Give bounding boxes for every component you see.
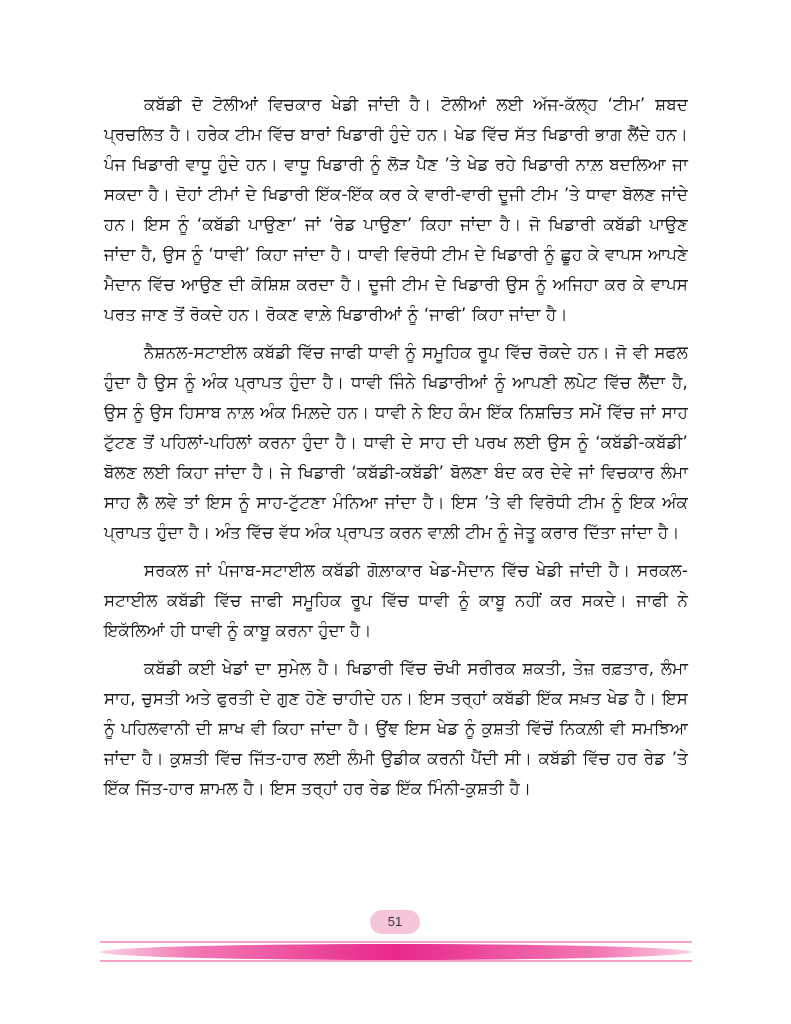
footer-bar-thin-top <box>100 941 692 943</box>
footer-decorative-bar <box>100 938 692 964</box>
footer-bar-thin-bottom <box>100 960 692 962</box>
paragraph-circle-style: ਸਰਕਲ ਜਾਂ ਪੰਜਾਬ-ਸਟਾਈਲ ਕਬੱਡੀ ਗੋਲ਼ਾਕਾਰ ਖੇਡ-ਮੈਦਾਨ ਵਿੱਚ ਖੇਡੀ ਜਾਂਦੀ ਹੈ। ਸਰਕਲ-ਸਟਾਈਲ ਕਬੱਡੀ ਵਿੱਚ ਜਾਫੀ ਸਮੂਹਿਕ ਰੂਪ ਵਿੱਚ ਧਾਵੀ ਨੂੰ ਕਾਬੂ ਨਹੀਂ ਕਰ ਸਕਦੇ। ਜਾਫੀ ਨੇ ਇਕੱਲਿਆਂ ਹੀ ਧਾਵੀ ਨੂੰ ਕਾਬੂ ਕਰਨਾ ਹੁੰਦਾ ਹੈ। <box>104 561 688 640</box>
footer-bar-swoosh <box>100 944 692 960</box>
paragraph-intro: ਕਬੱਡੀ ਦੋ ਟੋਲੀਆਂ ਵਿਚਕਾਰ ਖੇਡੀ ਜਾਂਦੀ ਹੈ। ਟੋਲੀਆਂ ਲਈ ਅੱਜ-ਕੱਲ੍ਹ ‘ਟੀਮ’ ਸ਼ਬਦ ਪ੍ਰਚਲਿਤ ਹੈ। ਹਰੇਕ ਟੀਮ ਵਿੱਚ ਬਾਰਾਂ ਖਿਡਾਰੀ ਹੁੰਦੇ ਹਨ। ਖੇਡ ਵਿੱਚ ਸੱਤ ਖਿਡਾਰੀ ਭਾਗ ਲੈਂਦੇ ਹਨ। ਪੰਜ ਖਿਡਾਰੀ ਵਾਧੂ ਹੁੰਦੇ ਹਨ। ਵਾਧੂ ਖਿਡਾਰੀ ਨੂੰ ਲੋੜ ਪੈਣ ’ਤੇ ਖੇਡ ਰਹੇ ਖਿਡਾਰੀ ਨਾਲ਼ ਬਦਲਿਆ ਜਾ ਸਕਦਾ ਹੈ। ਦੋਹਾਂ ਟੀਮਾਂ ਦੇ ਖਿਡਾਰੀ ਇੱਕ-ਇੱਕ ਕਰ ਕੇ ਵਾਰੀ-ਵਾਰੀ ਦੂਜੀ ਟੀਮ ’ਤੇ ਧਾਵਾ ਬੋਲਣ ਜਾਂਦੇ ਹਨ। ਇਸ ਨੂੰ ‘ਕਬੱਡੀ ਪਾਉਣਾ’ ਜਾਂ ‘ਰੇਡ ਪਾਉਣਾ’ ਕਿਹਾ ਜਾਂਦਾ ਹੈ। ਜੋ ਖਿਡਾਰੀ ਕਬੱਡੀ ਪਾਉਣ ਜਾਂਦਾ ਹੈ, ਉਸ ਨੂੰ ‘ਧਾਵੀ’ ਕਿਹਾ ਜਾਂਦਾ ਹੈ। ਧਾਵੀ ਵਿਰੋਧੀ ਟੀਮ ਦੇ ਖਿਡਾਰੀ ਨੂੰ ਛੂਹ ਕੇ ਵਾਪਸ ਆਪਣੇ ਮੈਦਾਨ ਵਿੱਚ ਆਉਣ ਦੀ ਕੋਸ਼ਿਸ਼ ਕਰਦਾ ਹੈ। ਦੂਜੀ ਟੀਮ ਦੇ ਖਿਡਾਰੀ ਉਸ ਨੂੰ ਅਜਿਹਾ ਕਰ ਕੇ ਵਾਪਸ ਪਰਤ ਜਾਣ ਤੋਂ ਰੋਕਦੇ ਹਨ। ਰੋਕਣ ਵਾਲ਼ੇ ਖਿਡਾਰੀਆਂ ਨੂੰ ‘ਜਾਫੀ’ ਕਿਹਾ ਜਾਂਦਾ ਹੈ। <box>104 95 688 324</box>
page-number: 51 <box>370 910 420 934</box>
paragraph-qualities: ਕਬੱਡੀ ਕਈ ਖੇਡਾਂ ਦਾ ਸੁਮੇਲ ਹੈ। ਖਿਡਾਰੀ ਵਿੱਚ ਚੋਖੀ ਸਰੀਰਕ ਸ਼ਕਤੀ, ਤੇਜ਼ ਰਫ਼ਤਾਰ, ਲੰਮਾ ਸਾਹ, ਚੁਸਤੀ ਅਤੇ ਫੁਰਤੀ ਦੇ ਗੁਣ ਹੋਣੇ ਚਾਹੀਦੇ ਹਨ। ਇਸ ਤਰ੍ਹਾਂ ਕਬੱਡੀ ਇੱਕ ਸਖ਼ਤ ਖੇਡ ਹੈ। ਇਸ ਨੂੰ ਪਹਿਲਵਾਨੀ ਦੀ ਸ਼ਾਖ ਵੀ ਕਿਹਾ ਜਾਂਦਾ ਹੈ। ਉਂਞ ਇਸ ਖੇਡ ਨੂੰ ਕੁਸ਼ਤੀ ਵਿੱਚੋਂ ਨਿਕਲ਼ੀ ਵੀ ਸਮਝਿਆ ਜਾਂਦਾ ਹੈ। ਕੁਸ਼ਤੀ ਵਿੱਚ ਜਿੱਤ-ਹਾਰ ਲਈ ਲੰਮੀ ਉਡੀਕ ਕਰਨੀ ਪੈਂਦੀ ਸੀ। ਕਬੱਡੀ ਵਿੱਚ ਹਰ ਰੇਡ ’ਤੇ ਇੱਕ ਜਿੱਤ-ਹਾਰ ਸ਼ਾਮਲ ਹੈ। ਇਸ ਤਰ੍ਹਾਂ ਹਰ ਰੇਡ ਇੱਕ ਮਿੰਨੀ-ਕੁਸ਼ਤੀ ਹੈ। <box>104 659 688 798</box>
paragraph-national-style: ਨੈਸ਼ਨਲ-ਸਟਾਈਲ ਕਬੱਡੀ ਵਿੱਚ ਜਾਫੀ ਧਾਵੀ ਨੂੰ ਸਮੂਹਿਕ ਰੂਪ ਵਿੱਚ ਰੋਕਦੇ ਹਨ। ਜੋ ਵੀ ਸਫਲ ਹੁੰਦਾ ਹੈ ਉਸ ਨੂੰ ਅੰਕ ਪ੍ਰਾਪਤ ਹੁੰਦਾ ਹੈ। ਧਾਵੀ ਜਿੰਨੇ ਖਿਡਾਰੀਆਂ ਨੂੰ ਆਪਣੀ ਲਪੇਟ ਵਿੱਚ ਲੈਂਦਾ ਹੈ, ਉਸ ਨੂੰ ਉਸ ਹਿਸਾਬ ਨਾਲ਼ ਅੰਕ ਮਿਲ਼ਦੇ ਹਨ। ਧਾਵੀ ਨੇ ਇਹ ਕੰਮ ਇੱਕ ਨਿਸ਼ਚਿਤ ਸਮੇਂ ਵਿੱਚ ਜਾਂ ਸਾਹ ਟੁੱਟਣ ਤੋਂ ਪਹਿਲਾਂ-ਪਹਿਲਾਂ ਕਰਨਾ ਹੁੰਦਾ ਹੈ। ਧਾਵੀ ਦੇ ਸਾਹ ਦੀ ਪਰਖ ਲਈ ਉਸ ਨੂੰ ‘ਕਬੱਡੀ-ਕਬੱਡੀ’ ਬੋਲਣ ਲਈ ਕਿਹਾ ਜਾਂਦਾ ਹੈ। ਜੇ ਖਿਡਾਰੀ ‘ਕਬੱਡੀ-ਕਬੱਡੀ’ ਬੋਲਣਾ ਬੰਦ ਕਰ ਦੇਵੇ ਜਾਂ ਵਿਚਕਾਰ ਲੰਮਾ ਸਾਹ ਲੈ ਲਵੇ ਤਾਂ ਇਸ ਨੂੰ ਸਾਹ-ਟੁੱਟਣਾ ਮੰਨਿਆ ਜਾਂਦਾ ਹੈ। ਇਸ ’ਤੇ ਵੀ ਵਿਰੋਧੀ ਟੀਮ ਨੂੰ ਇਕ ਅੰਕ ਪ੍ਰਾਪਤ ਹੁੰਦਾ ਹੈ। ਅੰਤ ਵਿੱਚ ਵੱਧ ਅੰਕ ਪ੍ਰਾਪਤ ਕਰਨ ਵਾਲ਼ੀ ਟੀਮ ਨੂੰ ਜੇਤੂ ਕਰਾਰ ਦਿੱਤਾ ਜਾਂਦਾ ਹੈ। <box>104 343 688 542</box>
body-text <box>104 90 688 812</box>
